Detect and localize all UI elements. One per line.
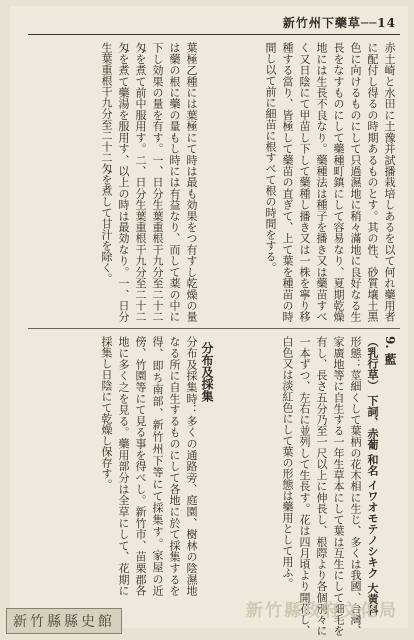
running-title: 新竹州下藥草──14 [282,16,396,30]
entry-subtitle: （乳行草） 下詞、赤葡 和名 イワオモテノシキク 大黄科 [366,336,379,616]
top-left-text: 葉極乙種には葉極にて時は最も効果をつ有すし乾燥の量は藥の根に藥の量もし時には有益なり、而して薬の中に下し効果の量を有す。一、日分生葉重根干九分至二十二匁を煮て前中服用す。二、日分生葉重根干九分至二十二匁を煮て藥湯を服用す、以上の時は最効なり。一、日分生葉重根干九分至二十二匁を煮して甘汁を除く。 [100,42,198,322]
distribution-heading: 分布及採集 [200,342,214,402]
top-right-column [208,42,398,322]
bottom-left-column [14,336,200,596]
document-page [10,6,408,636]
section-divider [28,328,400,329]
header-rule [28,34,400,35]
watermark-stamp: 新竹縣政府文化局 [246,601,398,621]
top-left-column [14,42,200,322]
distribution-text: 分布及採集時：多くの通路旁、庭園、樹林の陰濕地なる所に自生するものにして各地に於て採集するを得、即ち南部、新竹州下等にて採集す。家屋の近傍、竹園等にて見る事を得べし。新竹市、苗栗郡各地に多く之を見る。藥用部分は全草にして、花期に採集し日陰にて乾燥し保存す。 [100,336,198,596]
bottom-right-column [208,336,398,636]
archive-seal: 新竹縣縣史館 [6,608,122,634]
top-right-text: 赤土崎と水田に土豫并試播栽培しあるを以て何れ藥用者に配付し得るの時期あるものとす。其の性、砂質壤土黒色に向けるものにして只過濕地に稍々滿地に良好なる生長をなすものにして藥種町鎮にして容易なり、夏期乾燥地には生長不良なり。藥種法は種子を播き又は藥苗すべく又日陰にて甲苗し下して藥種し播き又は一株を寧り移種する當り、皆極して藥苗の直ぎて、上て葉を種苗の時間し以て前に細苗に根すべて根の時間をする。 [264,42,396,322]
entry-title: 9. 藍 [383,336,397,365]
entry-description: 形態：莖細くして葉柄の花木相に生じ、多くは我國、台灣、家廣地等に自生する一年生草本にして葉は互生にして細毛を有し、長さ五分乃至一尺以上に伸長し、根際より各個別々に一本ずつ、左右に並列して生長す。花は四月頃より開花し、白色又は淡紅色にして葉の形態は藥用として用ふ。 [281,336,362,636]
